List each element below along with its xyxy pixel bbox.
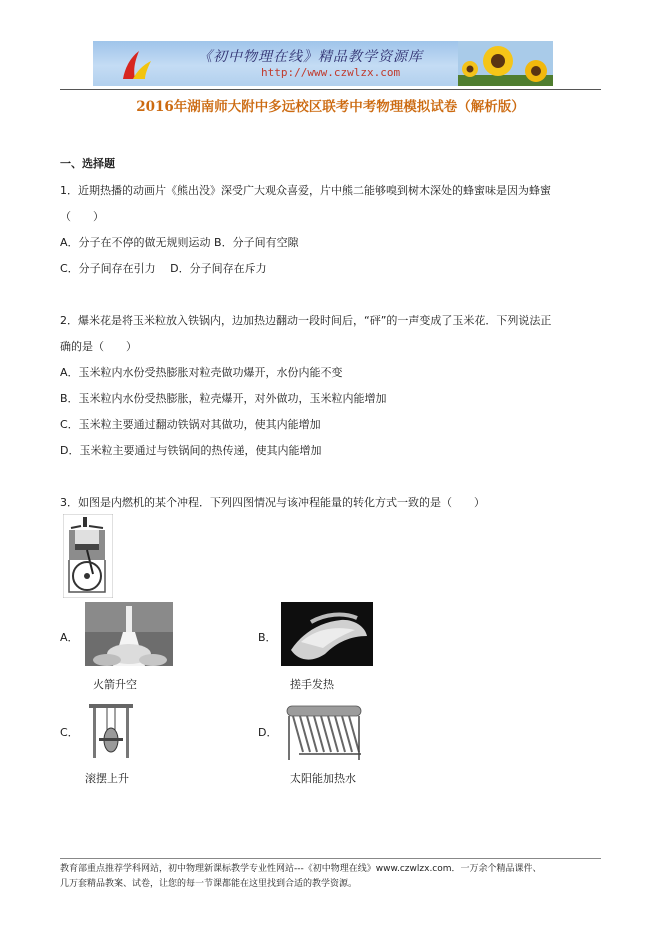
site-logo — [119, 49, 153, 81]
banner-url[interactable]: http://www.czwlzx.com — [261, 66, 401, 79]
question-3-option-d-letter: D． — [258, 726, 278, 739]
footer-line-1: 教育部重点推荐学科网站，初中物理新课标教学专业性网站---《初中物理在线》www.czwlzx.com．一万余个精品课件、 — [60, 864, 542, 874]
question-2-option-d: D．玉米粒主要通过与铁锅间的热传递，使其内能增加 — [60, 444, 322, 457]
question-2-option-c: C．玉米粒主要通过翻动铁锅对其做功，使其内能增加 — [60, 418, 321, 431]
rocket-launch-image — [85, 602, 173, 666]
header-banner — [93, 41, 553, 86]
question-3-option-a-letter: A． — [60, 631, 79, 644]
banner-title: 《初中物理在线》精品教学资源库 — [198, 49, 423, 65]
question-1-option-ab: A．分子在不停的做无规则运动 B．分子间有空隙 — [60, 236, 299, 249]
footer-divider — [60, 858, 601, 859]
solar-water-heater-image — [283, 702, 365, 762]
question-3-option-c-letter: C． — [60, 726, 79, 739]
question-1-stem: 1．近期热播的动画片《熊出没》深受广大观众喜爱，片中熊二能够嗅到树木深处的蜂蜜味是因为蜂蜜 — [60, 184, 551, 197]
sunflower-image — [458, 41, 553, 86]
question-3-option-d-caption: 太阳能加热水 — [290, 772, 356, 785]
question-3-stem: 3．如图是内燃机的某个冲程．下列四图情况与该冲程能量的转化方式一致的是（ ） — [60, 496, 485, 509]
question-3-option-b-caption: 搓手发热 — [290, 678, 334, 691]
question-3-option-c-caption: 滚摆上升 — [85, 772, 129, 785]
question-2-option-b: B．玉米粒内水份受热膨胀，粒壳爆开，对外做功，玉米粒内能增加 — [60, 392, 387, 405]
document-title: 2016年湖南师大附中多远校区联考中考物理模拟试卷（解析版） — [136, 99, 525, 115]
footer-line-2: 几万套精品教案、试卷，让您的每一节课都能在这里找到合适的教学资源。 — [60, 879, 358, 889]
header-divider — [60, 89, 601, 90]
question-2-option-a: A．玉米粒内水份受热膨胀对粒壳做功爆开，水份内能不变 — [60, 366, 343, 379]
engine-stroke-diagram — [63, 514, 113, 598]
section-heading: 一、选择题 — [60, 157, 115, 170]
question-2-stem: 2．爆米花是将玉米粒放入铁锅内，边加热边翻动一段时间后，“砰”的一声变成了玉米花．下列说法正 — [60, 314, 552, 327]
question-3-option-b-letter: B． — [258, 631, 277, 644]
rubbing-hands-image — [281, 602, 373, 666]
question-1-stem-cont: （ ） — [60, 210, 104, 223]
question-2-stem-cont: 确的是（ ） — [60, 340, 137, 353]
question-3-option-a-caption: 火箭升空 — [93, 678, 137, 691]
question-1-option-cd: C．分子间存在引力 D．分子间存在斥力 — [60, 262, 267, 275]
maxwell-pendulum-image — [85, 702, 137, 760]
